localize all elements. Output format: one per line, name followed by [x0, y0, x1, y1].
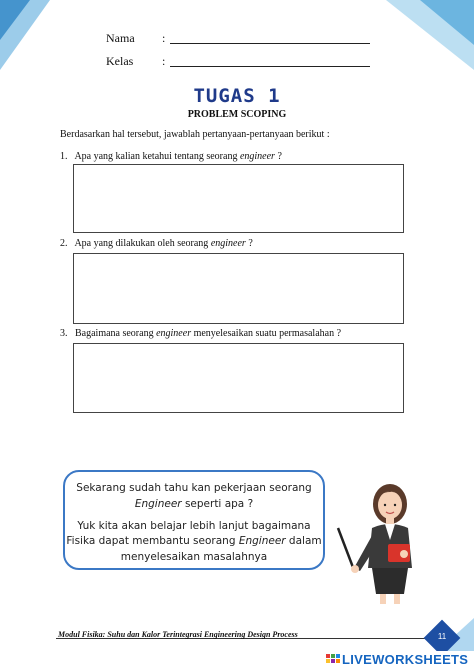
- bubble-italic: Engineer: [238, 535, 286, 548]
- answer-box-1[interactable]: [73, 164, 404, 233]
- question-italic: engineer: [239, 151, 275, 162]
- name-colon: :: [162, 31, 166, 45]
- answer-box-2[interactable]: [73, 253, 404, 324]
- hand-right: [400, 550, 408, 558]
- question-number: 3.: [60, 328, 68, 339]
- bubble-line-1: Sekarang sudah tahu kan pekerjaan seorang: [76, 482, 312, 494]
- question-3: [60, 328, 341, 339]
- page-number: 11: [437, 632, 447, 641]
- liveworksheets-logo-icon: [326, 654, 340, 666]
- bubble-text: Fisika dapat membantu seorang: [66, 535, 239, 548]
- question-number: 1.: [60, 151, 68, 162]
- question-2: [60, 238, 253, 249]
- question-tail: menyelesaikan suatu permasalahan ?: [191, 328, 342, 339]
- name-label: Nama: [106, 31, 135, 45]
- eye-right: [394, 504, 396, 506]
- question-tail: ?: [274, 151, 282, 162]
- intro-text: Berdasarkan hal tersebut, jawablah pertanyaan-pertanyaan berikut :: [60, 129, 330, 140]
- class-colon: :: [162, 54, 166, 68]
- class-field[interactable]: [170, 66, 370, 67]
- face: [378, 491, 402, 519]
- hand-left: [351, 565, 359, 573]
- question-tail: ?: [245, 238, 253, 249]
- class-label: Kelas: [106, 54, 134, 68]
- bubble-line-2: [65, 497, 323, 513]
- teacher-illustration: [330, 478, 430, 608]
- pointer-stick: [338, 528, 354, 570]
- question-italic: engineer: [210, 238, 246, 249]
- question-italic: engineer: [156, 328, 192, 339]
- bubble-line-4: [65, 534, 323, 550]
- bubble-line-5: menyelesaikan masalahnya: [120, 551, 268, 563]
- bubble-italic: Engineer: [134, 497, 182, 510]
- footer-text: Modul Fisika: Suhu dan Kalor Terintegrasi Engineering Design Process: [58, 630, 298, 639]
- leg-left: [380, 594, 386, 604]
- bubble-text: dalam: [285, 535, 322, 548]
- speech-bubble: [63, 470, 325, 570]
- liveworksheets-brand[interactable]: LIVEWORKSHEETS: [342, 652, 469, 667]
- question-number: 2.: [60, 238, 68, 249]
- question-text: Apa yang dilakukan oleh seorang: [74, 238, 211, 249]
- question-text: Apa yang kalian ketahui tentang seorang: [74, 151, 240, 162]
- name-field[interactable]: [170, 43, 370, 44]
- bubble-line-3: Yuk kita akan belajar lebih lanjut bagaimana: [77, 519, 311, 532]
- eye-left: [384, 504, 386, 506]
- page-title: TUGAS 1: [193, 85, 281, 107]
- skirt: [372, 568, 408, 594]
- question-text: Bagaimana seorang: [75, 328, 157, 339]
- answer-box-3[interactable]: [73, 343, 404, 413]
- leg-right: [394, 594, 400, 604]
- question-1: [60, 151, 282, 162]
- page-subtitle: PROBLEM SCOPING: [187, 109, 287, 120]
- neck: [386, 518, 394, 524]
- bubble-text: seperti apa ?: [181, 497, 254, 510]
